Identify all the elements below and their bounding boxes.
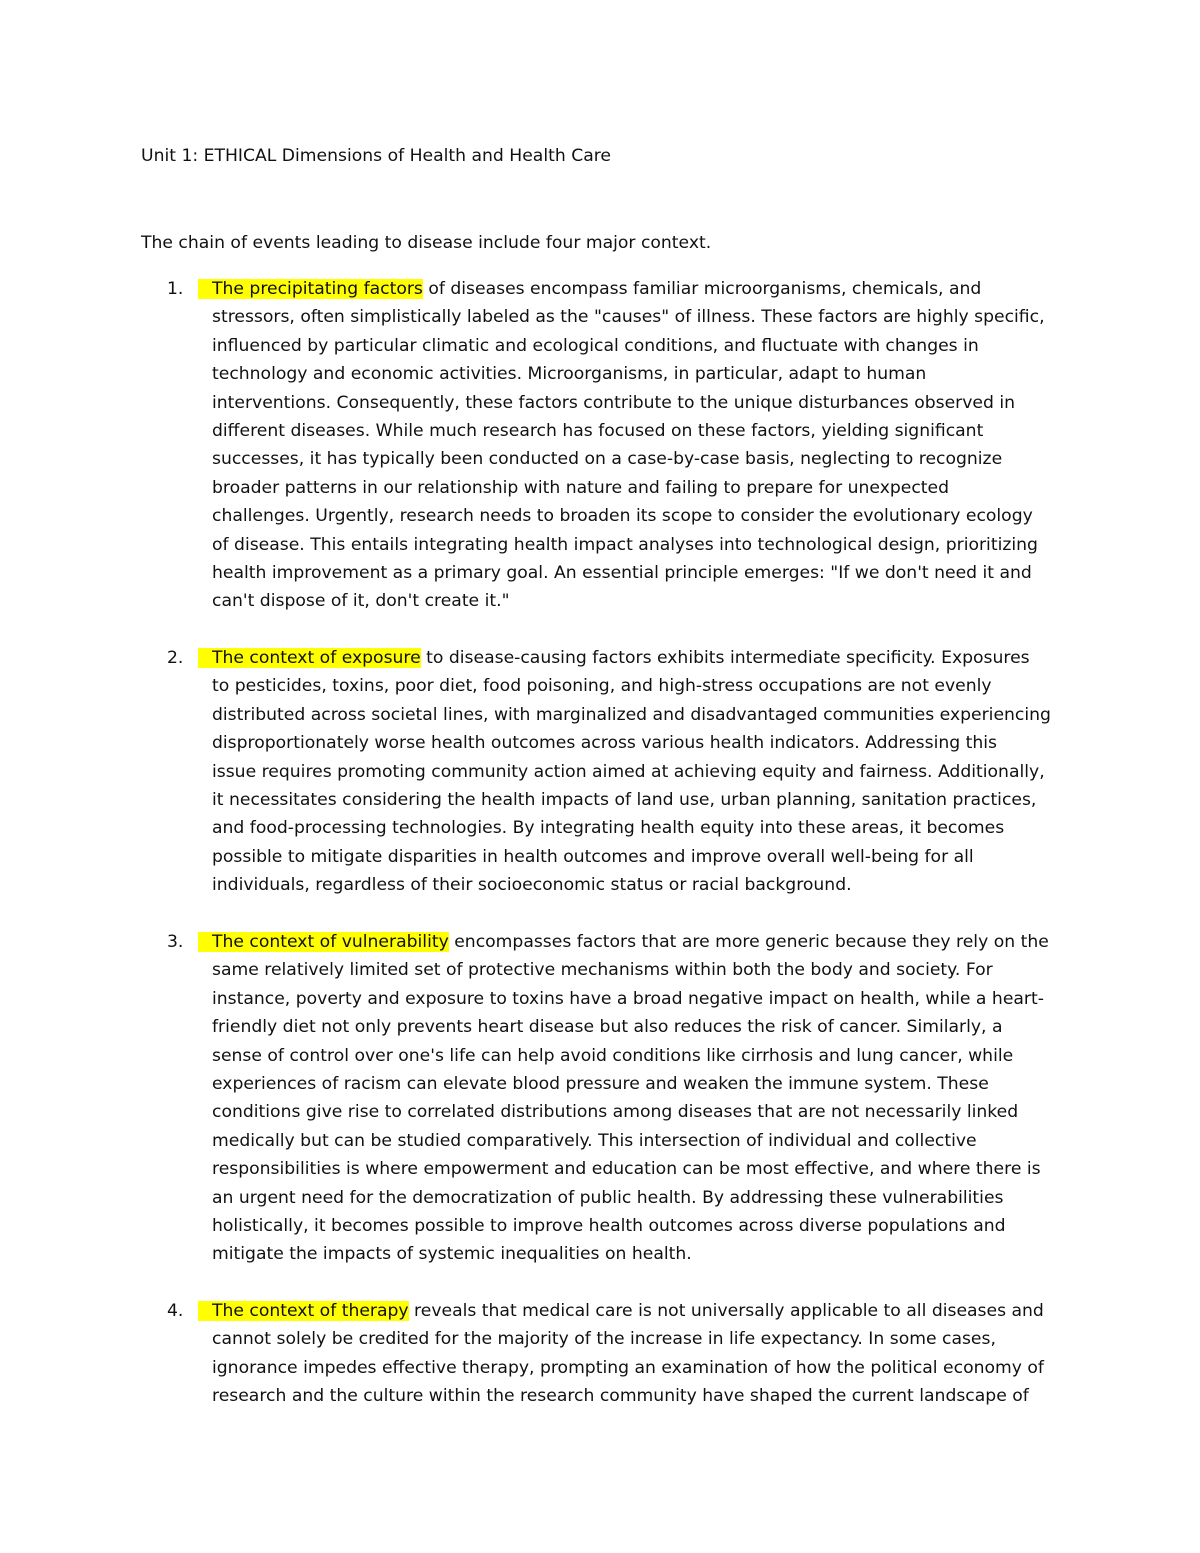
paragraph-line (212, 644, 1072, 672)
list-item-number: 4. (167, 1301, 184, 1321)
list-item (167, 1297, 1072, 1411)
paragraph-line: broader patterns in our relationship with nature and failing to prepare for unexpected (212, 477, 950, 498)
paragraph-line: health improvement as a primary goal. An essential principle emerges: "If we don't need it and (212, 563, 1032, 584)
paragraph-line: successes, it has typically been conducted on a case-by-case basis, neglecting to recognize (212, 449, 1003, 470)
paragraph-line (212, 1297, 1072, 1325)
document-title: Unit 1: ETHICAL Dimensions of Health and Health Care (141, 146, 611, 166)
list-item-number: 2. (167, 648, 184, 668)
paragraph-line: instance, poverty and exposure to toxins have a broad negative impact on health, while a heart- (212, 988, 1044, 1009)
paragraph-line: mitigate the impacts of systemic inequalities on health. (212, 1244, 692, 1265)
paragraph-line: experiences of racism can elevate blood pressure and weaken the immune system. These (212, 1074, 989, 1095)
line-text: of diseases encompass familiar microorganisms, chemicals, and (422, 279, 982, 299)
paragraph-line: possible to mitigate disparities in health outcomes and improve overall well-being for all (212, 846, 974, 867)
paragraph-line: influenced by particular climatic and ecological conditions, and fluctuate with changes in (212, 335, 979, 356)
paragraph-line: issue requires promoting community action aimed at achieving equity and fairness. Additionally, (212, 761, 1045, 782)
list-item (167, 275, 1072, 616)
paragraph-line: can't dispose of it, don't create it." (212, 591, 510, 612)
paragraph-line: and food-processing technologies. By integrating health equity into these areas, it becomes (212, 818, 1005, 839)
paragraph-line: holistically, it becomes possible to improve health outcomes across diverse populations and (212, 1216, 1006, 1237)
paragraph-line (212, 928, 1072, 956)
highlighted-term: The context of vulnerability (198, 932, 449, 952)
line-text: reveals that medical care is not universally applicable to all diseases and (408, 1301, 1044, 1321)
paragraph-line: it necessitates considering the health impacts of land use, urban planning, sanitation practices, (212, 790, 1037, 811)
paragraph-line: challenges. Urgently, research needs to broaden its scope to consider the evolutionary ecology (212, 506, 1033, 527)
highlighted-term: The context of exposure (198, 648, 421, 668)
paragraph-line: to pesticides, toxins, poor diet, food poisoning, and high-stress occupations are not evenly (212, 676, 992, 697)
paragraph-line: medically but can be studied comparatively. This intersection of individual and collective (212, 1130, 977, 1151)
paragraph-line: interventions. Consequently, these factors contribute to the unique disturbances observed in (212, 392, 1016, 413)
paragraph-line: conditions give rise to correlated distributions among diseases that are not necessarily linked (212, 1102, 1019, 1123)
paragraph-line: individuals, regardless of their socioeconomic status or racial background. (212, 875, 852, 896)
paragraph-line: friendly diet not only prevents heart disease but also reduces the risk of cancer. Similarly, a (212, 1017, 1003, 1038)
paragraph-line: technology and economic activities. Microorganisms, in particular, adapt to human (212, 364, 927, 385)
paragraph-line: cannot solely be credited for the majority of the increase in life expectancy. In some cases, (212, 1329, 996, 1350)
paragraph-line: sense of control over one's life can help avoid conditions like cirrhosis and lung cancer, while (212, 1045, 1014, 1066)
paragraph-line (212, 275, 1072, 303)
paragraph-line: responsibilities is where empowerment and education can be most effective, and where there is (212, 1159, 1041, 1180)
paragraph-line: distributed across societal lines, with marginalized and disadvantaged communities experiencing (212, 704, 1051, 725)
paragraph-line: ignorance impedes effective therapy, prompting an examination of how the political economy of (212, 1357, 1044, 1378)
paragraph-line: different diseases. While much research has focused on these factors, yielding significant (212, 421, 984, 442)
paragraph-line: of disease. This entails integrating health impact analyses into technological design, prioritizing (212, 534, 1038, 555)
paragraph-line: disproportionately worse health outcomes across various health indicators. Addressing this (212, 733, 997, 754)
list-item (167, 644, 1072, 900)
intro-paragraph: The chain of events leading to disease include four major context. (141, 233, 712, 253)
paragraph-line: same relatively limited set of protective mechanisms within both the body and society. For (212, 960, 993, 981)
list-item-number: 3. (167, 932, 184, 952)
list-item-number: 1. (167, 279, 184, 299)
paragraph-line: stressors, often simplistically labeled as the "causes" of illness. These factors are highly specific, (212, 307, 1045, 328)
paragraph-line: an urgent need for the democratization of public health. By addressing these vulnerabilities (212, 1187, 1004, 1208)
list-item (167, 928, 1072, 1269)
highlighted-term: The precipitating factors (198, 279, 423, 299)
highlighted-term: The context of therapy (198, 1301, 409, 1321)
line-text: encompasses factors that are more generic because they rely on the (448, 932, 1049, 952)
paragraph-line: research and the culture within the research community have shaped the current landscape of (212, 1386, 1029, 1407)
line-text: to disease-causing factors exhibits intermediate specificity. Exposures (420, 648, 1030, 668)
